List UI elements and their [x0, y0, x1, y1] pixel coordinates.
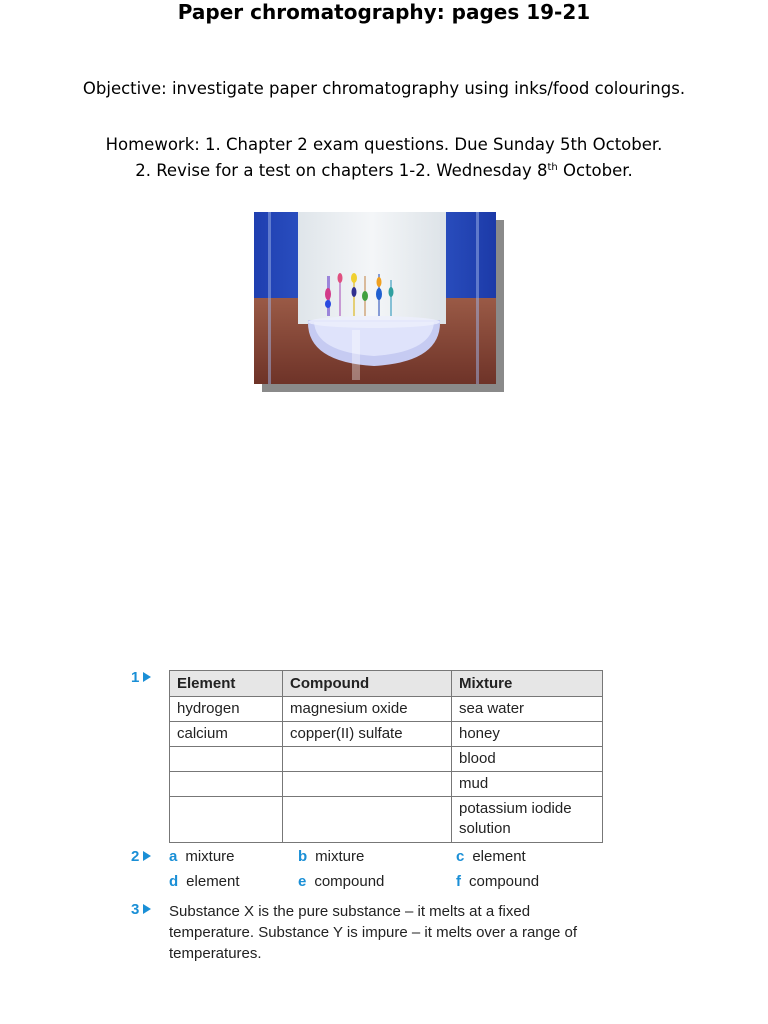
chromatography-photo	[254, 212, 496, 384]
table-cell: honey	[452, 722, 603, 747]
q3-number-label: 3	[131, 901, 140, 918]
table-cell	[283, 797, 452, 843]
q3-number	[131, 901, 151, 918]
q1-number-label: 1	[131, 669, 140, 686]
answer-text: mixture	[315, 848, 365, 865]
table-header-row	[170, 671, 603, 697]
answer-letter: e	[298, 873, 307, 890]
table-cell: blood	[452, 747, 603, 772]
table-row	[170, 722, 603, 747]
answer-text: element	[472, 848, 526, 865]
q2-answer-b	[298, 848, 364, 865]
table-cell: hydrogen	[170, 697, 283, 722]
q2-answer-a	[169, 848, 235, 865]
q2-number-label: 2	[131, 848, 140, 865]
table-cell	[170, 772, 283, 797]
objective-text: Objective: investigate paper chromatography using inks/food colourings.	[82, 79, 686, 98]
q2-answer-f	[456, 873, 539, 890]
q3-answer-text: Substance X is the pure substance – it melts at a fixed temperature. Substance Y is impure – it melts over a range of temperatures.	[169, 903, 577, 962]
header-mixture: Mixture	[452, 671, 603, 697]
answer-letter: d	[169, 873, 179, 890]
q1-answer-table	[169, 670, 603, 843]
table-row	[170, 697, 603, 722]
answer-letter: f	[456, 873, 461, 890]
table-row	[170, 797, 603, 843]
q1-arrow-icon	[143, 672, 151, 682]
homework-ordinal-suffix: th	[547, 162, 558, 173]
table-cell	[170, 747, 283, 772]
answer-text: mixture	[185, 848, 235, 865]
answer-letter: a	[169, 848, 178, 865]
page-title: Paper chromatography: pages 19-21	[177, 0, 591, 24]
q2-answer-e	[298, 873, 384, 890]
homework-line-2-end: October.	[557, 161, 633, 180]
table-cell: calcium	[170, 722, 283, 747]
answer-letter: c	[456, 848, 465, 865]
answer-text: compound	[469, 873, 540, 890]
answer-letter: b	[298, 848, 308, 865]
header-element: Element	[170, 671, 283, 697]
homework-line-1: Homework: 1. Chapter 2 exam questions. Due Sunday 5th October.	[105, 135, 663, 154]
table-row	[170, 772, 603, 797]
table-cell	[283, 747, 452, 772]
table-cell: copper(II) sulfate	[283, 722, 452, 747]
table-cell: magnesium oxide	[283, 697, 452, 722]
q2-answer-d	[169, 873, 240, 890]
answer-text: element	[186, 873, 240, 890]
table-cell: mud	[452, 772, 603, 797]
q2-answer-c	[456, 848, 526, 865]
homework-line-2-main: 2. Revise for a test on chapters 1-2. Wednesday 8	[135, 161, 548, 180]
table-cell: potassium iodide solution	[452, 797, 603, 843]
table-cell: sea water	[452, 697, 603, 722]
answer-text: compound	[314, 873, 385, 890]
table-row	[170, 747, 603, 772]
q3-arrow-icon	[143, 904, 151, 914]
q1-number	[131, 669, 151, 686]
chromatography-illustration	[254, 212, 496, 384]
header-compound: Compound	[283, 671, 452, 697]
q2-number	[131, 848, 151, 865]
homework-line-2	[0, 160, 768, 182]
q2-arrow-icon	[143, 851, 151, 861]
table-cell	[283, 772, 452, 797]
table-cell	[170, 797, 283, 843]
